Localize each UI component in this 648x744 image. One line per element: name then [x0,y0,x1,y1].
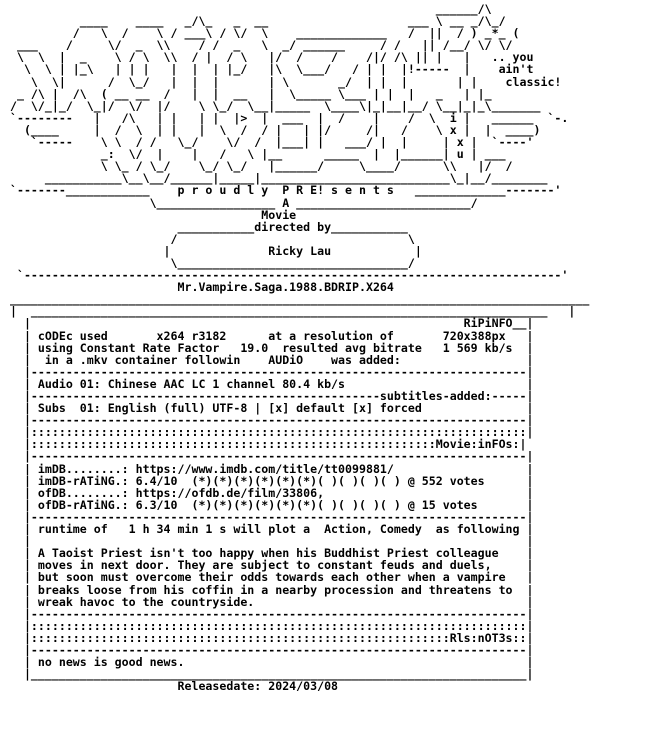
nfo-line: | breaks loose from his coffin in a nearby procession and threatens to | [3,582,534,597]
nfo-line: \_________________________________/ [3,255,415,270]
nfo-line: `----- \ \ / / \_/ \/ / |___| | ___/ | | | x | `----' [3,135,534,150]
nfo-line: | but soon must overcome their odds towards each other when a vampire | [3,570,534,585]
nfo-line: | RiPiNFO__| [3,316,534,331]
nfo-line: |-----------------------------------------------------------------------| [3,364,534,379]
nfo-line: | moves in next door. They are subject to constant feuds and duels, | [3,558,534,573]
nfo-line: |::::::::::::::::::::::::::::::::::::::::::::::::::::::::::Movie:inFOs:| [3,437,527,452]
nfo-line: |-----------------------------------------------------------------------| [3,509,534,524]
nfo-line: | imDB........: https://www.imdb.com/title/tt0099881/ | [3,461,534,476]
nfo-line: | Audio 01: Chinese AAC LC 1 channel 80.4 kb/s | [3,376,534,391]
nfo-line: |-----------------------------------------------------------------------| [3,606,534,621]
nfo-line: |-----------------------------------------------------------------------| [3,413,534,428]
nfo-line: \_________________ A _________________________/ [3,195,478,210]
nfo-line: |-----------------------------------------------------------------------| [3,642,534,657]
nfo-line: | ofDB........: https://ofdb.de/film/33806, | [3,485,534,500]
nfo-line: | __________________________________________________________________________ | [3,304,576,319]
nfo-line: _: \/ | | / \ |__ _____ | |______| u | ___ [3,147,506,162]
nfo-line: | in a .mkv container followin AUDiO was added: | [3,352,534,367]
nfo-line: ___ / \/ _ \\ / / _ \ _/ ______ / / || /__/ \/ \/ [3,38,513,53]
nfo-line: \ \| / \_/ | | | | \ _/ | | | | | classic! [3,74,562,89]
nfo-line: | A Taoist Priest isn't too happy when his Buddhist Priest colleague | [3,546,534,561]
nfo-line: Movie [3,207,297,222]
nfo-line: (____ | / \ | | | \ / / | | |/ /| / \ x | | ____) [3,122,541,137]
nfo-line: ____ ____ _/\_ _ __ ___ \ __ _/\_/ [3,14,506,29]
nfo-line: Releasedate: 2024/03/08 [3,679,339,694]
nfo-line: ___________directed by___________ [3,219,408,234]
nfo-line: ___________\__\__/______|_____|___________________________\_|__/________ [3,171,548,186]
nfo-line: \ \ | _ \ / \ \\ / | / \ |/ / / /|/ /\ || | | .. you [3,50,534,65]
nfo-line: `-------____________ p r o u d l y P R E! s e n t s _____________-------' [3,183,562,198]
nfo-line: | cODEc used x264 r3182 at a resolution of 720x388px | [3,328,534,343]
nfo-line: | runtime of 1 h 34 min 1 s will plot a Action, Comedy as following | [3,522,534,537]
nfo-line: \ \ | |_\ | | | | | | |_/ |\ \___/ / | | |!----- | ain't [3,62,534,77]
nfo-line: | Subs 01: English (full) UTF-8 | [x] default [x] forced | [3,401,534,416]
nfo-line: |:::::::::::::::::::::::::::::::::::::::::::::::::::::::::::::::::::::::| [3,618,534,633]
nfo-line: ___________________________________________________________________________________ [3,292,590,307]
nfo-line: / \/_|_/ \_|/ \/ |/ \ \_/ \__|_____ \____\|_|__|__/ \__|_|_\_______ [3,98,541,113]
nfo-line: | using Constant Rate Factor 19.0 resulted avg bitrate 1 569 kb/s | [3,340,534,355]
nfo-line: | Ricky Lau | [3,243,422,258]
nfo-line: |_______________________________________________________________________| [3,667,534,682]
nfo-line: / \ / \ / ___\ / \/ \ _____________ / || / ) _*_ ( [3,26,520,41]
nfo-line: |--------------------------------------------------subtitles-added:-----| [3,389,534,403]
nfo-line: | | [3,534,534,549]
nfo-line: / \ [3,231,415,246]
nfo-line: | no news is good news. | [3,655,534,670]
nfo-line: `-----------------------------------------------------------------------------' [3,268,569,283]
nfo-line: | wreak havoc to the countryside. | [3,594,534,609]
nfo-line: |-----------------------------------------------------------------------| [3,449,534,464]
nfo-line: _ /\ | /\ ( __ __ / | | __ | \_____ \___ | | | _ | |_ [3,86,492,101]
nfo-line: \ \_ / \_/ \_/ \_/ |______/ \____/ \\ |/ / [3,159,513,174]
nfo-line: `-------- | /\ | | | | |> | ___ | / | / \ i | ______ `-. [3,110,569,125]
nfo-line: ______/\ [3,2,492,16]
nfo-line: | imDB-rATiNG.: 6.4/10 (*)(*)(*)(*)(*)(*)( )( )( )( ) @ 552 votes | [3,473,534,488]
nfo-line: Mr.Vampire.Saga.1988.BDRIP.X264 [3,280,394,295]
nfo-line: |::::::::::::::::::::::::::::::::::::::::::::::::::::::::::::Rls:nOT3s::| [3,630,534,645]
nfo-line: | ofDB-rATiNG.: 6.3/10 (*)(*)(*)(*)(*)(*)( )( )( )( ) @ 15 votes | [3,497,534,512]
nfo-line: |:::::::::::::::::::::::::::::::::::::::::::::::::::::::::::::::::::::::| [3,425,534,440]
